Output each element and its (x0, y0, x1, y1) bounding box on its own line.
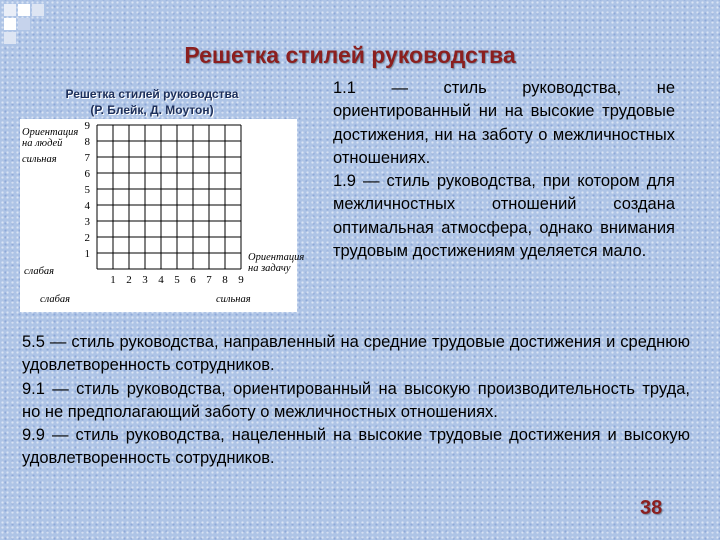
x-axis-weak-label: слабая (40, 294, 71, 305)
x-axis-label: Ориентация (248, 252, 305, 263)
x-tick-label: 6 (190, 274, 196, 286)
y-tick-label: 2 (84, 232, 90, 244)
figure-caption-authors: (Р. Блейк, Д. Моутон) (90, 103, 214, 117)
y-axis-weak-label: слабая (24, 266, 55, 277)
slide-title: Решетка стилей руководства (184, 42, 516, 68)
managerial-grid-figure (20, 119, 305, 312)
right-description (333, 77, 675, 263)
figure-caption-title: Решетка стилей руководства (65, 87, 239, 101)
x-tick-label: 2 (126, 274, 132, 286)
x-tick-label: 8 (222, 274, 228, 286)
style-1-1-description: 1.1 — стиль руководства, не ориентированный ни на высокие трудовые достижения, ни на заботу о межличностных отношениях. (333, 79, 675, 167)
x-tick-label: 7 (206, 274, 212, 286)
y-tick-label: 1 (84, 248, 90, 260)
y-axis-strong-label: сильная (22, 154, 57, 165)
x-tick-label: 3 (142, 274, 148, 286)
y-tick-label: 7 (84, 152, 90, 164)
y-tick-label: 5 (84, 184, 90, 196)
figure-caption (22, 86, 282, 118)
x-axis-label-line2: на задачу (248, 263, 291, 274)
y-tick-label: 9 (84, 120, 90, 132)
x-tick-label: 9 (238, 274, 244, 286)
bottom-description (22, 331, 690, 471)
y-axis-label: Ориентация (22, 127, 79, 138)
corner-decoration (4, 4, 52, 44)
x-tick-label: 4 (158, 274, 164, 286)
style-1-9-description: 1.9 — стиль руководства, при котором для межличностных отношений создана оптимальная атмосфера, однако внимания трудовым достижениям уделяется мало. (333, 172, 675, 261)
y-tick-label: 6 (84, 168, 90, 180)
y-tick-label: 8 (84, 136, 90, 148)
y-tick-label: 3 (84, 216, 90, 228)
x-tick-label: 5 (174, 274, 180, 286)
x-tick-label: 1 (110, 274, 116, 286)
x-axis-strong-label: сильная (216, 294, 251, 305)
style-9-1-description: 9.1 — стиль руководства, ориентированный на высокую производительность труда, но не предполагающий заботу о межличностных отношениях. (22, 379, 690, 421)
style-9-9-description: 9.9 — стиль руководства, нацеленный на высокие трудовые достижения и высокую удовлетворенность сотрудников. (22, 426, 690, 468)
page-number: 38 (640, 497, 663, 519)
managerial-grid-svg (20, 119, 305, 312)
y-axis-label-line2: на людей (22, 138, 63, 149)
y-tick-label: 4 (84, 200, 90, 212)
style-5-5-description: 5.5 — стиль руководства, направленный на средние трудовые достижения и среднюю удовлетворенность сотрудников. (22, 333, 690, 375)
